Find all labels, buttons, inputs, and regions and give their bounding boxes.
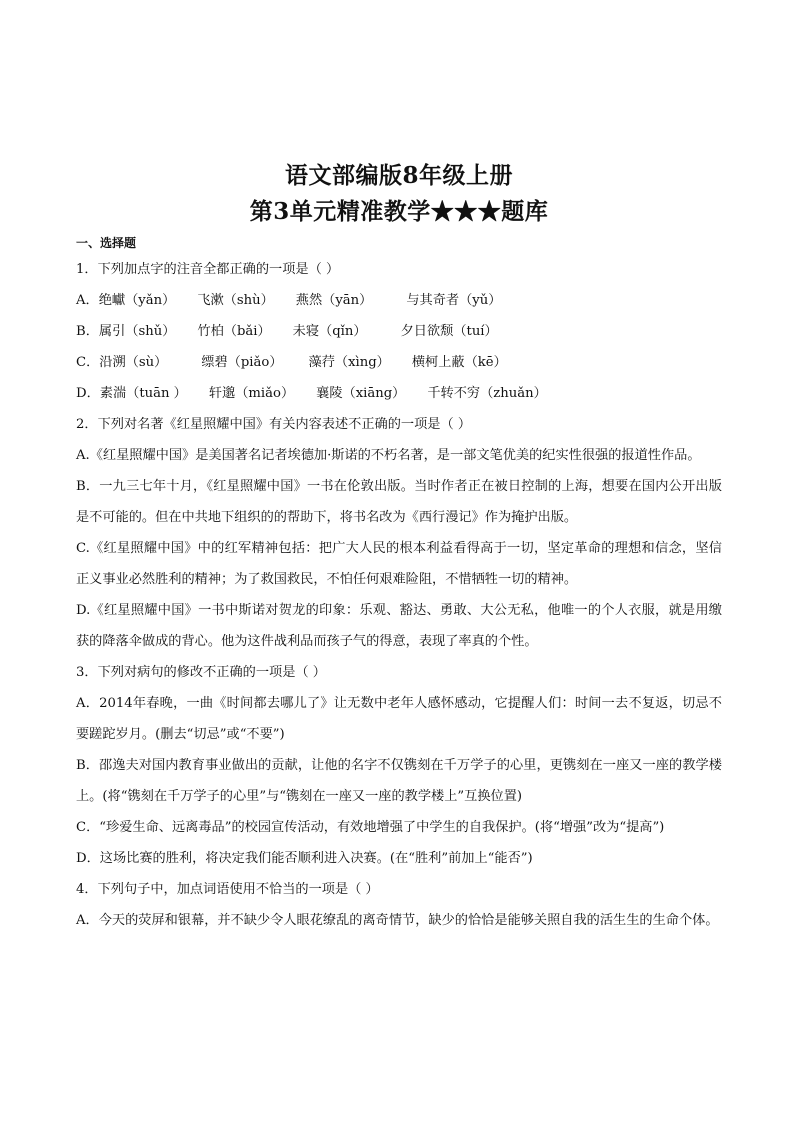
option-item: A．绝巘（yǎn） (76, 293, 176, 308)
question-3-option-d: D．这场比赛的胜利，将决定我们能否顺利进入决赛。(在“胜利”前加上“能否”) (76, 851, 533, 866)
option-item: 与其奇者（yǔ） (406, 293, 502, 308)
question-1-option-a (76, 285, 722, 316)
question-2-stem: 2．下列对名著《红星照耀中国》有关内容表述不正确的一项是（ ） (76, 417, 472, 432)
option-item: 未寝（qǐn） (292, 324, 367, 339)
option-item: 飞漱（shù） (197, 293, 274, 308)
document-title-line1: 语文部编版8年级上册 (284, 162, 513, 189)
option-item: C．沿溯（sù） (76, 355, 168, 370)
question-1-stem: 1．下列加点字的注音全都正确的一项是（ ） (76, 262, 340, 277)
option-item: 襄陵（xiāng） (316, 386, 406, 401)
option-item: 燕然（yān） (295, 293, 373, 308)
question-3-option-c: C．“珍爱生命、远离毒品”的校园宣传活动，有效地增强了中学生的自我保护。(将“增强”改为“提高”) (76, 820, 665, 835)
option-item: 藻荇（xìng） (308, 355, 390, 370)
option-item: 轩邈（miǎo） (208, 386, 295, 401)
option-item: 竹柏（bǎi） (197, 324, 271, 339)
option-item: B．属引（shǔ） (76, 324, 176, 339)
question-1-option-b (76, 316, 722, 347)
question-1-option-d (76, 378, 722, 409)
question-4-option-a: A．今天的荧屏和银幕，并不缺少令人眼花缭乱的离奇情节，缺少的恰恰是能够关照自我的活生生的生命个体。 (76, 913, 719, 928)
option-item: 夕日欲颓（tuí） (400, 324, 498, 339)
question-3-option-b: B．邵逸夫对国内教育事业做出的贡献，让他的名字不仅镌刻在千万学子的心里，更镌刻在一座又一座的教学楼上。(将“镌刻在千万学子的心里”与“镌刻在一座又一座的教学楼上”互换位置) (76, 758, 722, 804)
question-1-option-c (76, 347, 722, 378)
question-2-option-d: D.《红星照耀中国》一书中斯诺对贺龙的印象：乐观、豁达、勇敢、大公无私，他唯一的个人衣服，就是用缴获的降落伞做成的背心。他为这件战利品而孩子气的得意，表现了率真的个性。 (76, 603, 722, 649)
question-2-option-c: C.《红星照耀中国》中的红军精神包括：把广大人民的根本利益看得高于一切，坚定革命的理想和信念，坚信正义事业必然胜利的精神；为了救国救民，不怕任何艰难险阻，不惜牺牲一切的精神。 (76, 541, 722, 587)
question-3-option-a: A．2014年春晚，一曲《时间都去哪儿了》让无数中老年人感怀感动，它提醒人们：时间一去不复返，切忌不要蹉跎岁月。(删去“切忌”或“不要”) (76, 696, 722, 742)
question-2-option-b: B．一九三七年十月，《红星照耀中国》一书在伦敦出版。当时作者正在被日控制的上海，想要在国内公开出版是不可能的。但在中共地下组织的的帮助下，将书名改为《西行漫记》作为掩护出版。 (76, 479, 722, 525)
option-item: 缥碧（piǎo） (201, 355, 283, 370)
question-4-stem: 4．下列句子中，加点词语使用不恰当的一项是（ ） (76, 882, 379, 897)
question-2-option-a: A.《红星照耀中国》是美国著名记者埃德加·斯诺的不朽名著，是一部文笔优美的纪实性很强的报道性作品。 (76, 448, 701, 463)
option-item: 千转不穷（zhuǎn） (427, 386, 547, 401)
question-3-stem: 3．下列对病句的修改不正确的一项是（ ） (76, 665, 326, 680)
option-item: 横柯上蔽（kē） (411, 355, 507, 370)
document-title-line2: 第3单元精准教学★★★题库 (249, 198, 549, 225)
section-heading: 一、选择题 (76, 236, 137, 250)
document-page (76, 158, 722, 936)
option-item: D．素湍（tuān ） (76, 386, 187, 401)
